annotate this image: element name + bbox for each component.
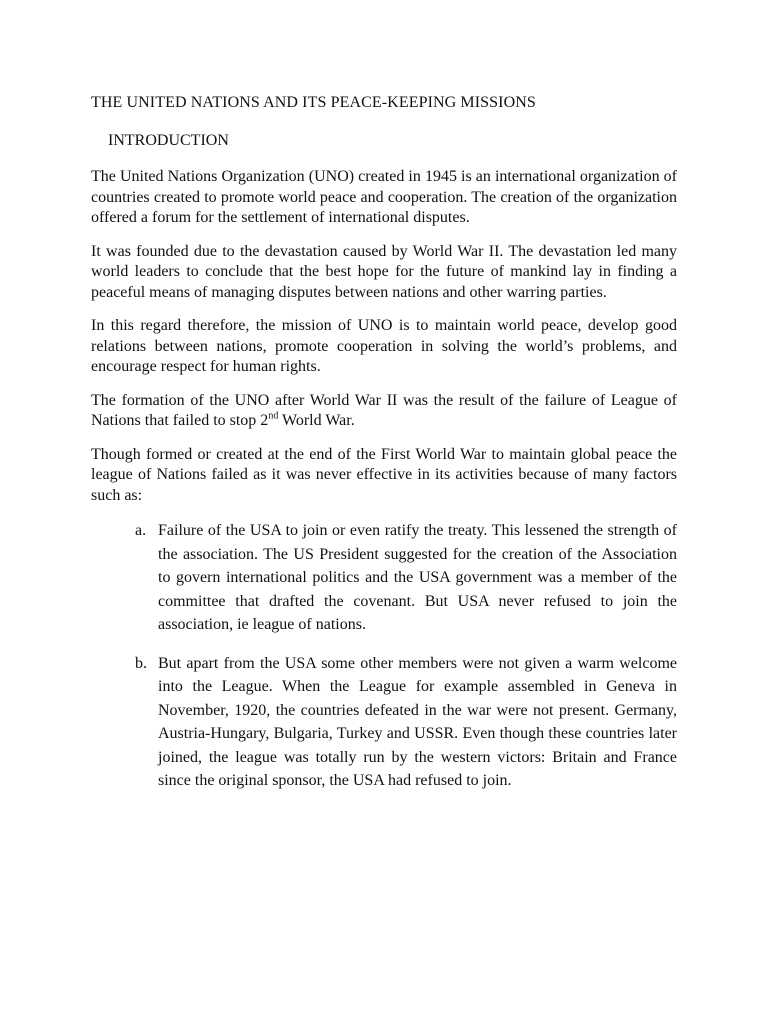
page-title: THE UNITED NATIONS AND ITS PEACE-KEEPING MISSIONS — [91, 94, 536, 111]
paragraph-founding: It was founded due to the devastation caused by World War II. The devastation led many world leaders to conclude that the best hope for the future of mankind lay in finding a peaceful means of managing disputes between nations and other warring parties. — [91, 242, 677, 301]
section-heading: INTRODUCTION — [108, 132, 229, 149]
formation-text-after: World War. — [278, 412, 355, 429]
paragraph-factors-intro: Though formed or created at the end of the First World War to maintain global peace the league of Nations failed as it was never effective in its activities because of many factors such as: — [91, 445, 677, 504]
formation-text-before: The formation of the UNO after World War II was the result of the failure of League of Nations that failed to stop 2 — [91, 391, 677, 429]
factors-list — [91, 519, 677, 793]
list-marker: b. — [135, 654, 147, 672]
list-item-text: Failure of the USA to join or even ratify the treaty. This lessened the strength of the association. The US President suggested for the creation of the Association to govern international politics and the USA government was a member of the committee that drafted the covenant. But USA never refused to join the association, ie league of nations. — [158, 522, 677, 633]
ordinal-superscript: nd — [268, 410, 279, 422]
list-item — [91, 652, 677, 793]
list-item-text: But apart from the USA some other members were not given a warm welcome into the League. When the League for example assembled in Geneva in November, 1920, the countries defeated in the war were not present. Germany, Austria-Hungary, Bulgaria, Turkey and USSR. Even though these countries later joined, the league was totally run by the western victors: Britain and France since the original sponsor, the USA had refused to join. — [158, 654, 677, 789]
paragraph-mission: In this regard therefore, the mission of UNO is to maintain world peace, develop good relations between nations, promote cooperation in solving the world’s problems, and encourage respect for human rights. — [91, 317, 677, 375]
paragraph-formation — [91, 391, 677, 432]
paragraph-uno-creation: The United Nations Organization (UNO) created in 1945 is an international organization of countries created to promote world peace and cooperation. The creation of the organization offered a forum for the settlement of international disputes. — [91, 168, 677, 226]
list-marker: a. — [135, 522, 147, 539]
list-item — [91, 519, 677, 637]
